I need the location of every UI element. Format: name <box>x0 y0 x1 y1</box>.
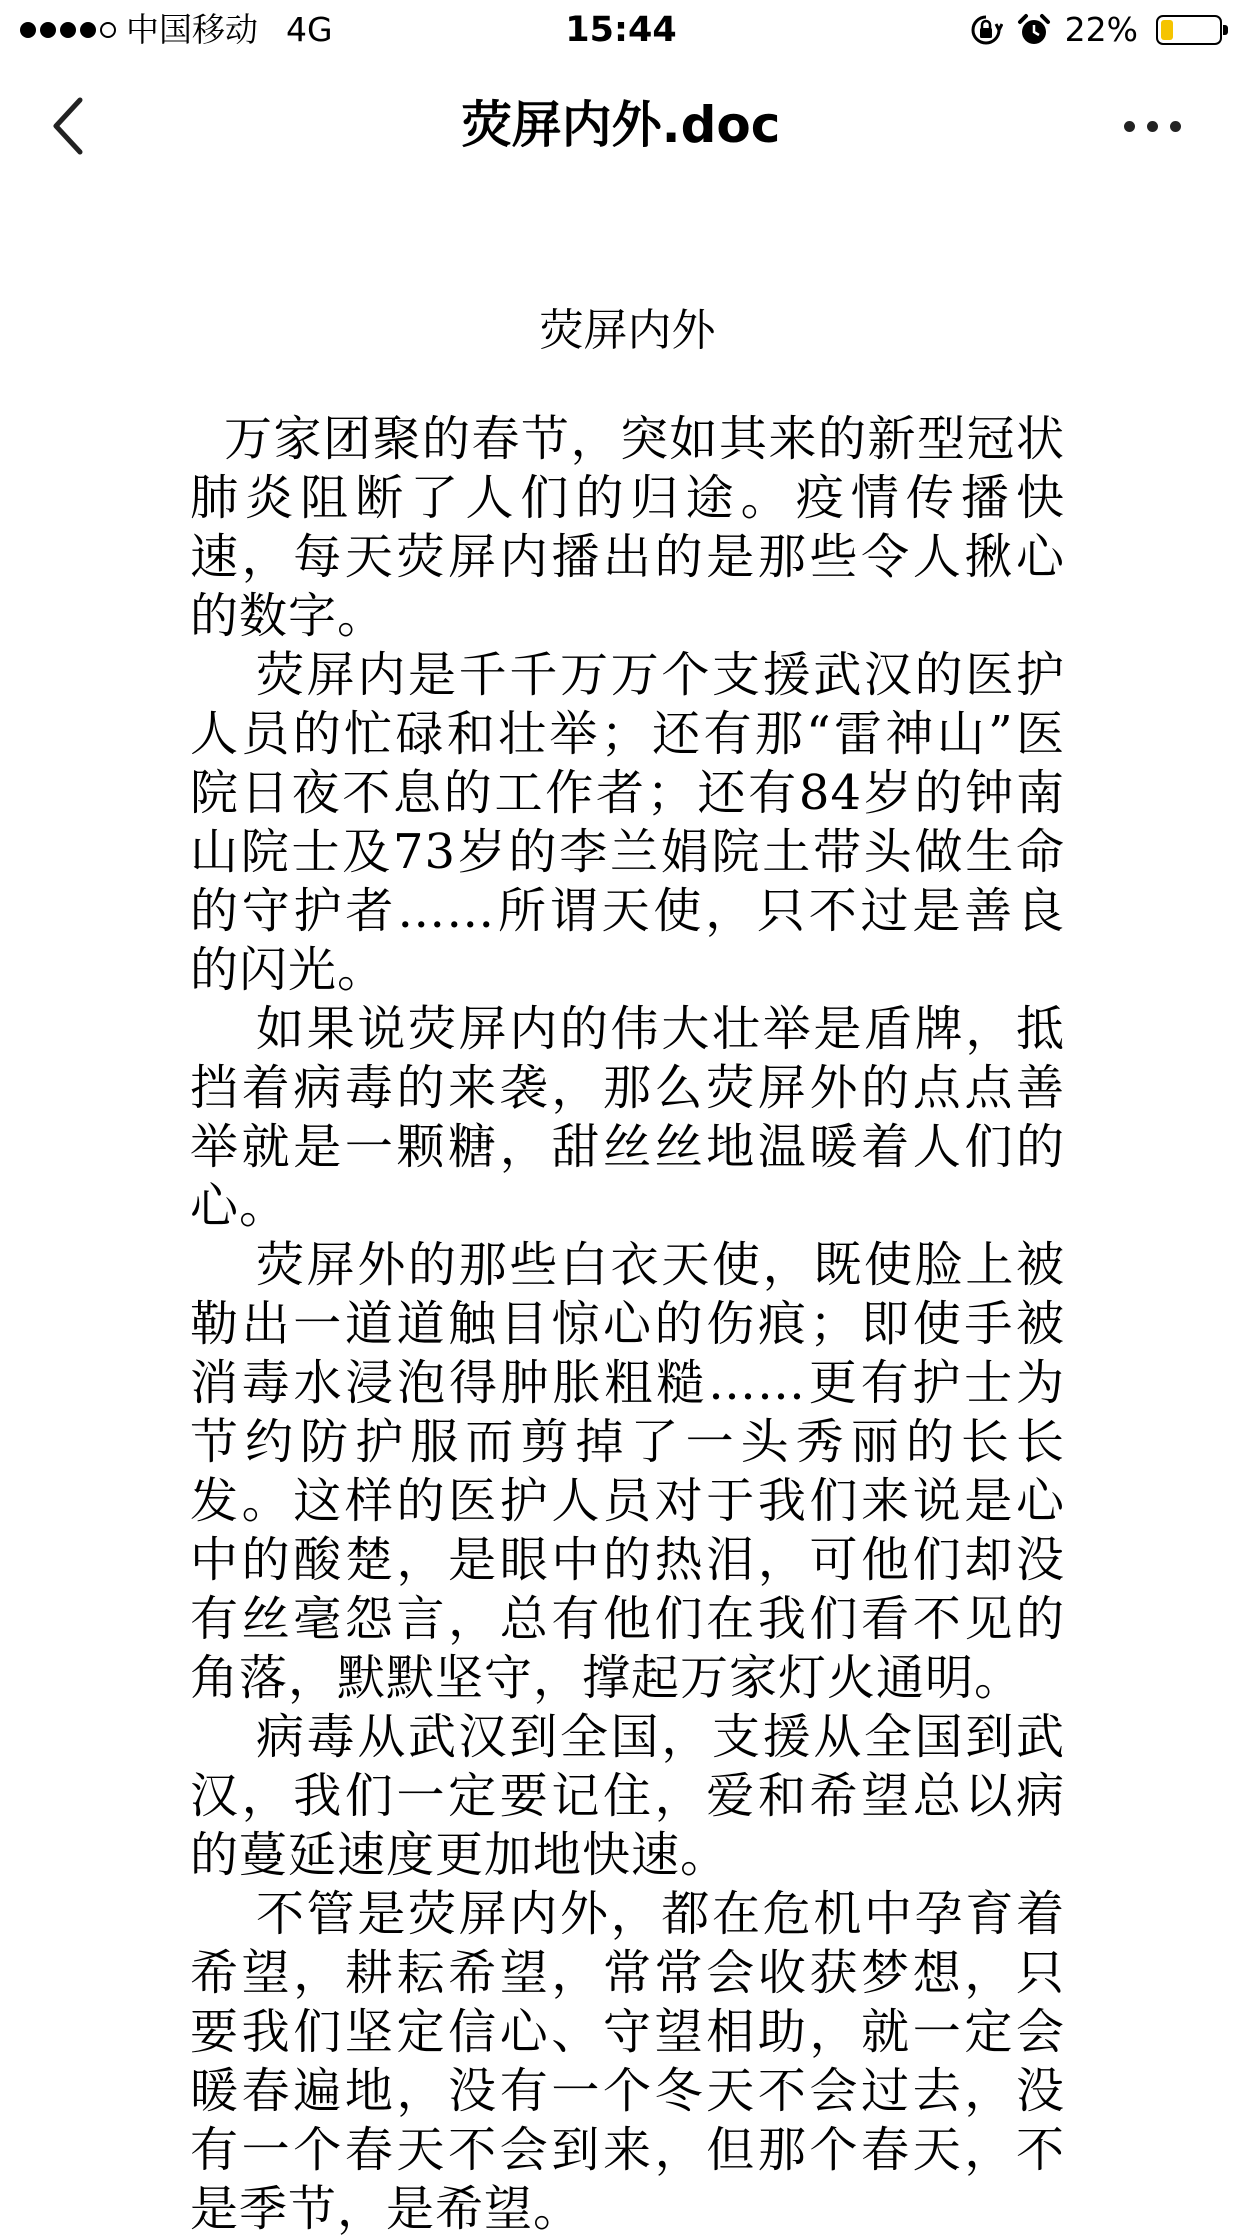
document-paragraph: 荧屏外的那些白衣天使，既使脸上被勒出一道道触目惊心的伤痕；即使手被消毒水浸泡得肿胀粗糙……更有护士为节约防护服而剪掉了一头秀丽的长长发。这样的医护人员对于我们来说是心中的酸楚，是眼中的热泪，可他们却没有丝毫怨言，总有他们在我们看不见的角落，默默坚守，撑起万家灯火通明。 <box>190 1237 1065 1706</box>
network-type: 4G <box>286 10 333 49</box>
alarm-icon <box>1017 13 1051 47</box>
nav-bar <box>0 60 1242 190</box>
document-paragraph: 荧屏内是千千万万个支援武汉的医护人员的忙碌和壮举；还有那“雷神山”医院日夜不息的工作者；还有84岁的钟南山院士及73岁的李兰娟院土带头做生命的守护者……所谓天使，只不过是善良的闪光。 <box>190 647 1065 998</box>
carrier-name: 中国移动 <box>126 10 258 49</box>
more-button[interactable] <box>1102 110 1202 142</box>
battery-fill <box>1161 20 1173 40</box>
document-paragraph: 万家团聚的春节，突如其来的新型冠状肺炎阻断了人们的归途。疫情传播快速，每天荧屏内播出的是那些令人揪心的数字。 <box>190 411 1065 644</box>
rotation-lock-icon <box>969 13 1003 47</box>
document-body <box>190 410 1065 2239</box>
battery-percent: 22% <box>1064 10 1138 49</box>
status-right <box>969 10 1222 50</box>
battery-icon <box>1156 15 1222 45</box>
page-title: 荧屏内外.doc <box>461 96 781 154</box>
document-title: 荧屏内外 <box>539 305 716 356</box>
status-bar <box>0 0 1242 60</box>
status-time: 15:44 <box>565 10 677 50</box>
more-horizontal-icon <box>1124 121 1135 132</box>
document-paragraph: 不管是荧屏内外，都在危机中孕育着希望，耕耘希望，常常会收获梦想，只要我们坚定信心、守望相助，就一定会暖春遍地，没有一个冬天不会过去，没有一个春天不会到来，但那个春天，不是季节，是希望。 <box>190 1886 1065 2237</box>
document-paragraph: 如果说荧屏内的伟大壮举是盾牌，抵挡着病毒的来袭，那么荧屏外的点点善举就是一颗糖，甜丝丝地温暖着人们的心。 <box>190 1001 1065 1234</box>
document-viewer[interactable] <box>190 298 1065 2239</box>
document-paragraph: 病毒从武汉到全国，支援从全国到武汉，我们一定要记住，爱和希望总以病的蔓延速度更加地快速。 <box>190 1709 1065 1883</box>
